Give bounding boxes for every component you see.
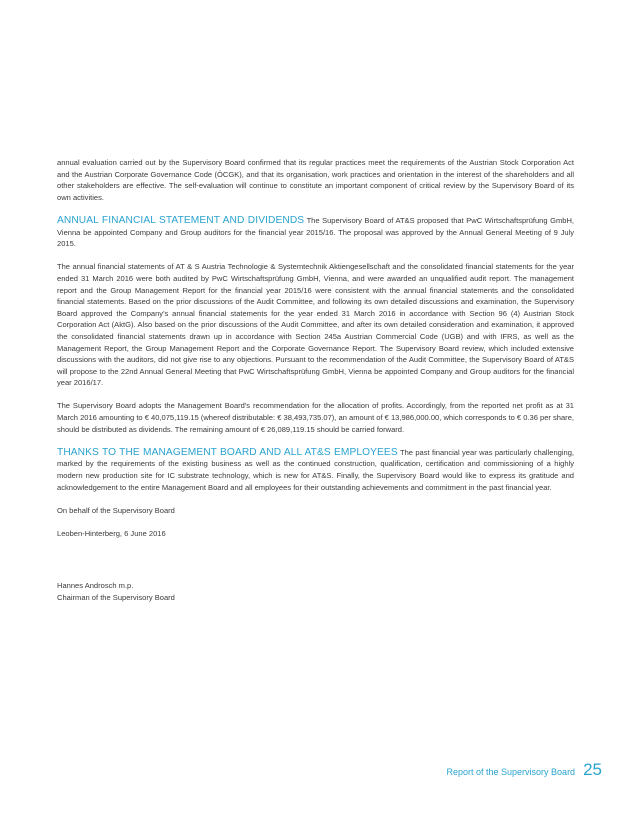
section-heading-annual-financial-statement: ANNUAL FINANCIAL STATEMENT AND DIVIDENDS	[57, 214, 305, 226]
intro-paragraph: annual evaluation carried out by the Supervisory Board confirmed that its regular practices meet the requirements of the Austrian Stock Corporation Act and the Austrian Corporate Governance Code (ÖCGK), and that its organisation, work practices and orientation in the interest of the shareholders and all other stakeholders are effective. The self-evaluation will continue to constitute an important component of critical review by the Supervisory Board of its own activities.	[57, 158, 574, 202]
section-heading-thanks: THANKS TO THE MANAGEMENT BOARD AND ALL AT&S EMPLOYEES	[57, 446, 398, 458]
section1-paragraph3: The Supervisory Board adopts the Management Board's recommendation for the allocation of profits. Accordingly, from the reported net profit as at 31 March 2016 amounting to € 40,075,119.15 (whereof distributable: € 38,493,735.07), an amount of € 13,986,000.00, which corresponds to € 0.36 per share, should be distributed as dividends. The remaining amount of € 26,089,119.15 should be carried forward.	[57, 401, 574, 434]
on-behalf-text: On behalf of the Supervisory Board	[57, 505, 175, 515]
page-number: 25	[583, 760, 602, 779]
place-date: Leoben-Hinterberg, 6 June 2016	[57, 529, 166, 538]
footer-section-label: Report of the Supervisory Board	[446, 767, 576, 777]
page-footer	[447, 760, 603, 780]
signatory-name: Hannes Androsch m.p.	[57, 581, 134, 591]
section2-paragraph1: The past financial year was particularly challenging, marked by the requirements of the existing business as well as the continued construction, qualification, certification and commissioning of a highly modern new production site for IC substrate technology, which is new for AT&S. Finally, the Supervisory Board would like to express its gratitude and acknowledgement to the entire Management Board and all employees for their outstanding achievements and commitment in the past financial year.	[57, 447, 575, 492]
section-annual-financial-statement	[57, 215, 574, 250]
section1-paragraph2: The annual financial statements of AT & S Austria Technologie & Systemtechnik Aktiengesellschaft and the consolidated financial statements for the year ended 31 March 2016 were both audited by PwC Wirtschaftsprüfung GmbH, Vienna, and were awarded an unqualified audit report. The management report and the Group Management Report for the financial year 2015/16 were consistent with the annual financial statements and the consolidated financial statements. Based on the prior discussions of the Audit Committee, and following its own detailed discussions and examination, the Supervisory Board approved the Company's annual financial statements for the year ended 31 March 2016 in accordance with Section 96 (4) Austrian Stock Corporation Act (AktG). Also based on the prior discussions of the Audit Committee, and after its own detailed consideration and examination, it approved the consolidated financial statements drawn up in accordance with Section 245a Austrian Commercial Code (UGB) and with IFRS, as well as the Management Report, the Group Management Report and the Corporate Governance Report. The Supervisory Board review, which included extensive discussions with the auditors, did not give rise to any objections. Pursuant to the recommendation of the Audit Committee, the Supervisory Board of AT&S will propose to the 22nd Annual General Meeting that PwC Wirtschaftsprüfung GmbH, Vienna be appointed Company and Group auditors for the financial year 2016/17.	[57, 262, 574, 388]
signatory-title: Chairman of the Supervisory Board	[57, 592, 175, 602]
section1-paragraph1: The Supervisory Board of AT&S proposed that PwC Wirtschaftsprüfung GmbH, Vienna be appointed Company and Group auditors for the financial year 2015/16. The proposal was approved by the Annual General Meeting of 9 July 2015.	[57, 215, 574, 249]
section-thanks	[57, 447, 574, 493]
report-body	[57, 157, 574, 603]
